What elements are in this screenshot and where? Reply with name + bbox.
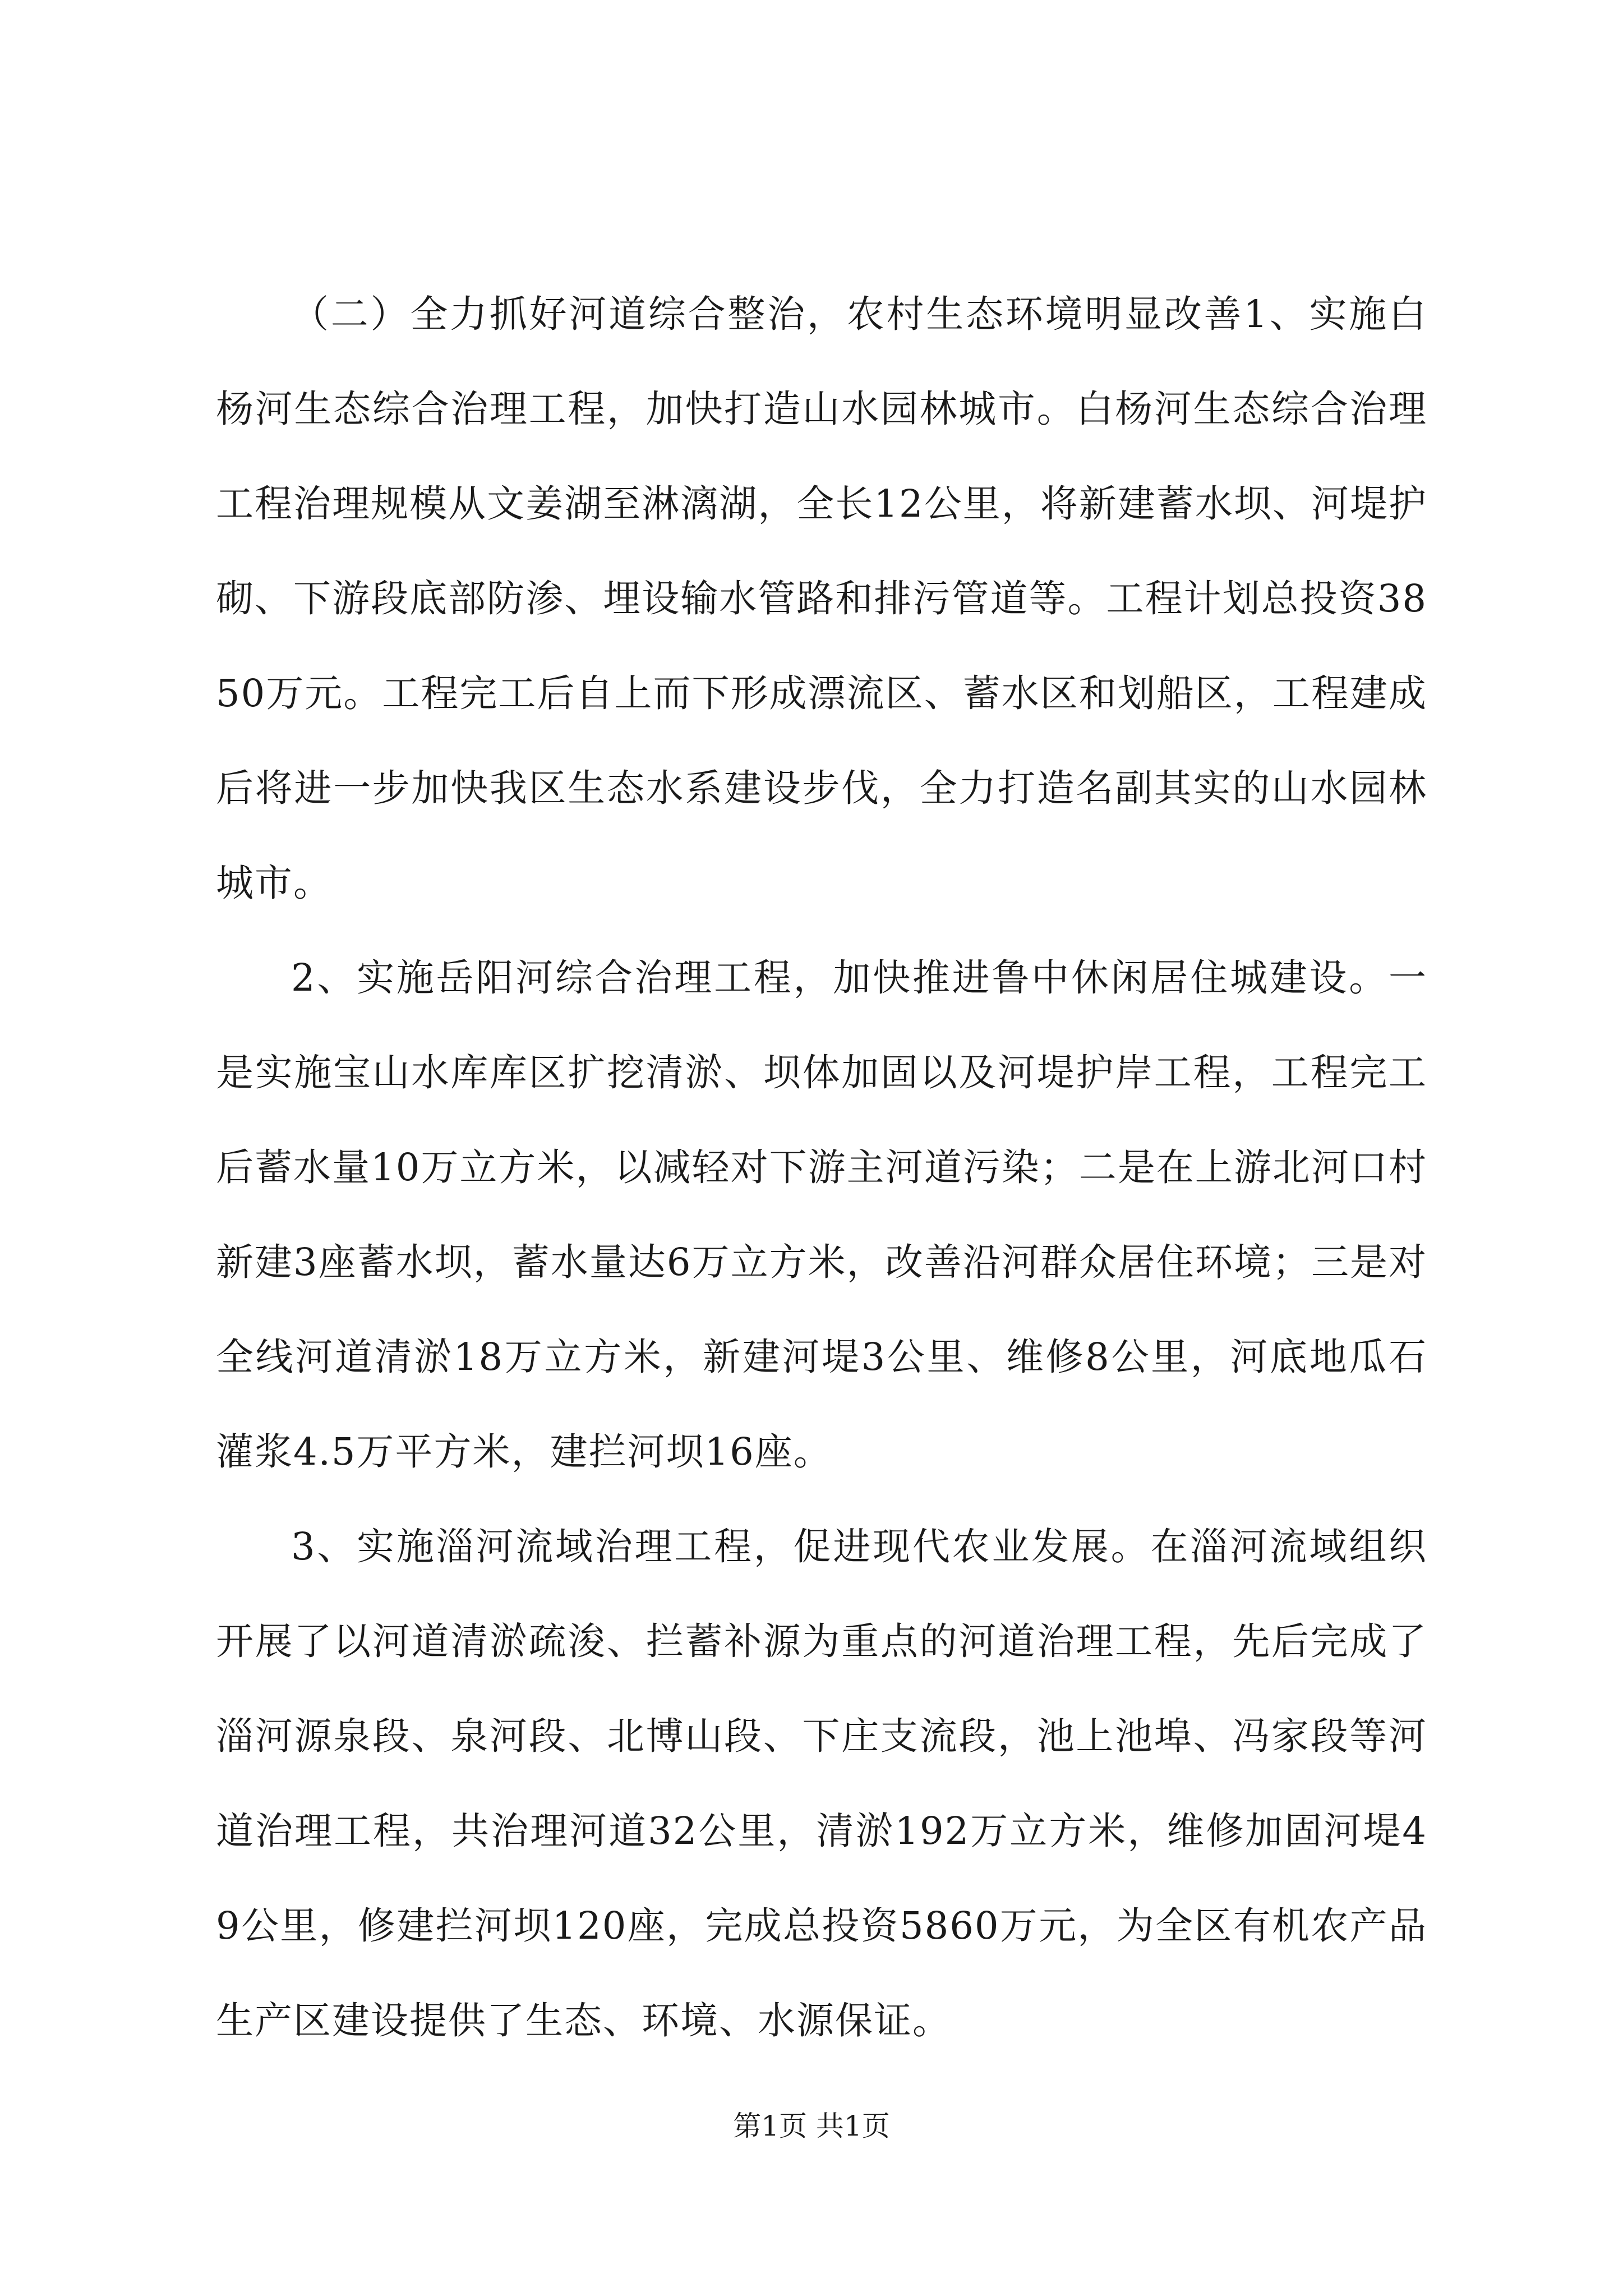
paragraph-2: 2、实施岳阳河综合治理工程，加快推进鲁中休闲居住城建设。一是实施宝山水库库区扩挖清淤、坝体加固以及河堤护岸工程，工程完工后蓄水量10万立方米，以减轻对下游主河道污染；二是在上游北河口村新建3座蓄水坝，蓄水量达6万立方米，改善沿河群众居住环境；三是对全线河道清淤18万立方米，新建河堤3公里、维修8公里，河底地瓜石灌浆4.5万平方米，建拦河坝16座。: [216, 956, 1427, 1474]
paragraph-1: （二）全力抓好河道综合整治，农村生态环境明显改善1、实施白杨河生态综合治理工程，加快打造山水园林城市。白杨河生态综合治理工程治理规模从文姜湖至淋漓湖，全长12公里，将新建蓄水坝、河堤护砌、下游段底部防渗、埋设输水管路和排污管道等。工程计划总投资3850万元。工程完工后自上而下形成漂流区、蓄水区和划船区，工程建成后将进一步加快我区生态水系建设步伐，全力打造名副其实的山水园林城市。: [216, 292, 1427, 905]
page-number-footer: 第1页 共1页: [733, 2110, 890, 2142]
paragraph-3: 3、实施淄河流域治理工程，促进现代农业发展。在淄河流域组织开展了以河道清淤疏浚、拦蓄补源为重点的河道治理工程，先后完成了淄河源泉段、泉河段、北博山段、下庄支流段，池上池埠、冯家段等河道治理工程，共治理河道32公里，清淤192万立方米，维修加固河堤49公里，修建拦河坝120座，完成总投资5860万元，为全区有机农产品生产区建设提供了生态、环境、水源保证。: [216, 1525, 1427, 2042]
document-body: [216, 267, 1427, 2068]
